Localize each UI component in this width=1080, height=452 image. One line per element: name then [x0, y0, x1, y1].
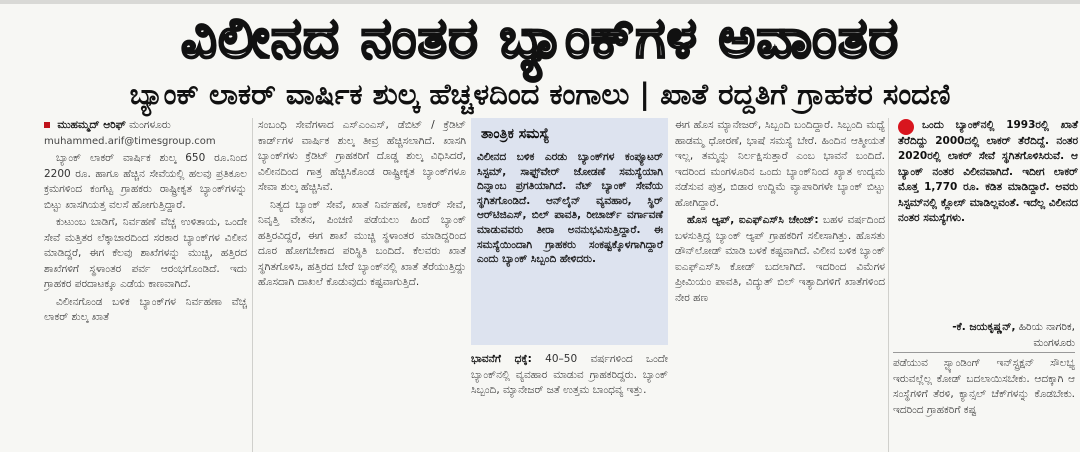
divider — [893, 352, 1075, 353]
subheadline: ಬ್ಯಾಂಕ್ ಲಾಕರ್ ವಾರ್ಷಿಕ ಶುಲ್ಕ ಹೆಚ್ಚಳದಿಂದ ಕಂಗಾಲು | ಖಾತೆ ರದ್ದತಿಗೆ ಗ್ರಾಹಕರ ಸಂದಣಿ — [129, 77, 951, 111]
quote-text: ಒಂದು ಬ್ಯಾಂಕ್‌ನಲ್ಲಿ 1993ರಲ್ಲಿ ಖಾತೆ ತೆರೆದಿದ್ದು 2000ದಲ್ಲಿ ಲಾಕರ್ ತೆರೆದಿದ್ದೆ. ನಂತರ 2020ರಲ್ಲಿ ಲಾಕರ್ ಸೇವೆ ಸ್ಥಗಿತಗೊಳಿಸಿರುವೆ. ಆ ಬ್ಯಾಂಕ್ ನಂತರ ವಿಲೀನವಾಗಿದೆ. ಇದೀಗ ಲಾಕರ್ ಮೊತ್ತ 1,770 ರೂ. ಕಡಿತ ಮಾಡಿದ್ದಾರೆ. ಅವರು ಸಿಸ್ಟಮ್‌ನಲ್ಲಿ ಕ್ಲೋಸ್ ಮಾಡಿಲ್ಲವಂತೆ. ಇದೆಲ್ಲ ವಿಲೀನದ ನಂತರ ಸಮಸ್ಯೆಗಳು. — [898, 119, 1078, 224]
paragraph: ವಿಲೀನಗೊಂಡ ಬಳಿಕ ಬ್ಯಾಂಕ್‌ಗಳ ನಿರ್ವಹಣಾ ವೆಚ್ಚ ಲಾಕರ್ ಶುಲ್ಕ ಖಾತೆ — [44, 295, 247, 323]
column-divider — [888, 118, 889, 452]
article-column-1 — [44, 118, 247, 452]
byline-author: ಮುಹಮ್ಮದ್ ಆರಿಫ್ — [57, 119, 126, 131]
paragraph: ಸಂಬಂಧಿ ಸೇವೆಗಳಾದ ಎಸ್‌ಎಂಎಸ್, ಡೆಬಿಟ್ / ಕ್ರೆಡಿಟ್ ಕಾರ್ಡ್‌ಗಳ ವಾರ್ಷಿಕ ಶುಲ್ಕ ತೀವ್ರ ಹೆಚ್ಚಿಸಲಾಗಿದೆ. ಖಾಸಗಿ ಬ್ಯಾಂಕ್‌ಗಳು ಕ್ರೆಡಿಟ್ ಗ್ರಾಹಕರಿಗೆ ದೊಡ್ಡ ಶುಲ್ಕ ವಿಧಿಸಿದರೆ, ವಿಲೀನದಿಂದ ಗಾತ್ರ ಹೆಚ್ಚಿಸಿಕೊಂಡ ರಾಷ್ಟ್ರೀಕೃತ ಬ್ಯಾಂಕ್‌ಗಳೂ ಸೇವಾ ಶುಲ್ಕ ಹೆಚ್ಚಿಸಿವೆ. — [258, 119, 466, 193]
byline-place: ಮಂಗಳೂರು — [129, 119, 171, 131]
sidebox-body: ವಿಲೀನದ ಬಳಿಕ ಎರಡು ಬ್ಯಾಂಕ್‌ಗಳ ಕಂಪ್ಯೂಟರ್ ಸಿಸ್ಟಮ್, ಸಾಫ್ಟ್‌ವೇರ್ ಜೋಡಣೆ ಸಮಸ್ಯೆಯಾಗಿ ದಿನ್ನಾಂಬ ಪ್ರಗತಿಯಾಗಿದೆ. ನೆಟ್ ಬ್ಯಾಂಕ್ ಸೇವೆಯ ಸ್ಥಗಿತಗೊಂಡಿದೆ. ಆನ್‌ಲೈನ್ ವ್ಯವಹಾರ, ಸ್ಥಿರ್ ಆರ್‌ಟಿಜಿಎಸ್, ಬಿಲ್ ಪಾವತಿ, ರೀಚಾರ್ಜ್ ವರ್ಗಾವಣೆ ಮಾಡುವವರು ತೀರಾ ಅನನುಭವಿಸುತ್ತಿದ್ದಾರೆ. ಈ ಸಮಸ್ಯೆಯಿಂದಾಗಿ ಗ್ರಾಹಕರು ಸಂಕಷ್ಟಕ್ಕೊಳಗಾಗಿದ್ದಾರೆ ಎಂದು ಬ್ಯಾಂಕ್ ಸಿಬ್ಬಂದಿ ಹೇಳಿದರು. — [477, 151, 663, 266]
byline-bullet-icon — [44, 122, 50, 128]
subheading: ಭಾವನೆಗೆ ಧಕ್ಕೆ: — [471, 353, 532, 365]
article-column-2 — [258, 118, 466, 452]
sidebox — [471, 118, 668, 345]
byline-email[interactable]: muhammed.arif@timesgroup.com — [44, 135, 216, 147]
paragraph: 40–50 ವರ್ಷಗಳಿಂದ ಒಂದೇ ಬ್ಯಾಂಕ್‌ನಲ್ಲಿ ವ್ಯವಹಾರ ಮಾಡುವ ಗ್ರಾಹಕರಿದ್ದರು. ಬ್ಯಾಂಕ್ ಸಿಬ್ಬಂದಿ, ಮ್ಯಾನೇಜರ್ ಜತೆ ಉತ್ತಮ ಬಾಂಧವ್ಯ ಇತ್ತು. — [471, 353, 668, 396]
subheading: ಹೊಸ ಆ್ಯಪ್, ಐಎಫ್‌ಎಸ್‌ಸಿ ಚೇಂಜ್: — [687, 214, 819, 226]
article-column-3-bottom — [471, 352, 668, 399]
paragraph: ಕುಟುಂಬ ಬಾಡಿಗೆ, ನಿರ್ವಹಣೆ ವೆಚ್ಚ ಉಳಿತಾಯ, ಒಂದೇ ಸೇವೆ ಮತ್ತಿತರ ಲೆಕ್ಕಾಚಾರದಿಂದ ಸರಕಾರ ಬ್ಯಾಂಕ್‌ಗಳ ವಿಲೀನ ಮಾಡಿದ್ದರೆ, ಈಗ ಕೆಲವು ಶಾಖೆಗಳನ್ನು ಮುಚ್ಚಿ, ಹತ್ತಿರದ ಶಾಖೆಗಳಿಗೆ ಸ್ಥಳಾಂತರ ಪರ್ವ ಆರಂಭಗೊಂಡಿದೆ. ಇದು ಗ್ರಾಹಕರ ಪರದಾಟಕ್ಕೂ ಎಡೆಯ ಕಾಣವಾಗಿದೆ. — [44, 216, 247, 290]
sidebox-title: ತಾಂತ್ರಿಕ ಸಮಸ್ಯೆ — [481, 126, 550, 142]
top-border — [0, 0, 1080, 4]
quote-author-role: ಹಿರಿಯ ನಾಗರಿಕ, ಮಂಗಳೂರು — [1018, 321, 1075, 349]
article-column-4 — [675, 118, 885, 452]
paragraph: ಈಗ ಹೊಸ ಮ್ಯಾನೇಜರ್, ಸಿಬ್ಬಂದಿ ಬಂದಿದ್ದಾರೆ. ಸಿಬ್ಬಂದಿ ಮಧ್ಯೆ ಹಾಡಮ್ಮ ಧೋರಣೆ, ಭಾಷೆ ಸಮಸ್ಯೆ ಬೇರೆ. ಹಿಂದಿನ ಆತ್ಮೀಯತೆ ಇಲ್ಲ, ತಮ್ಮನ್ನು ನಿರ್ಲಕ್ಷಿಸುತ್ತಾರೆ ಎಂಬ ಭಾವನೆ ಬಂದಿದೆ. ಇದರಿಂದ ಮಂಗಳೂರಿನ ಒಂದು ಬ್ಯಾಂಕ್‌ನಿಂದ ಖ್ಯಾತ ಉದ್ಯಮ ನಡೆಸುವ ಪುತ್ರ, ಬಿಡಾರ ಉದ್ದಿಮೆ ವ್ಯಾಪಾರಿಗಳೇ ಬ್ಯಾಂಕ್ ಬಿಟ್ಟು ಹೋಗಿದ್ದಾರೆ. — [675, 119, 885, 209]
paragraph: ನಿತ್ಯದ ಬ್ಯಾಂಕ್ ಸೇವೆ, ಖಾತೆ ನಿರ್ವಹಣೆ, ಲಾಕರ್ ಸೇವೆ, ನಿವೃತ್ತಿ ವೇತನ, ಪಿಂಚಣಿ ಪಡೆಯಲು ಹಿಂದೆ ಬ್ಯಾಂಕ್ ಹತ್ತಿರವಿದ್ದರೆ, ಈಗ ಶಾಖೆ ಮುಚ್ಚಿ ಸ್ಥಳಾಂತರ ಮಾಡಿದ್ದರಿಂದ ದೂರ ಹೋಗಬೇಕಾದ ಪರಿಸ್ಥಿತಿ ಬಂದಿದೆ. ಕೆಲವರು ಖಾತೆ ಸ್ಥಗಿತಗೊಳಿಸಿ, ಹತ್ತಿರದ ಬೇರೆ ಬ್ಯಾಂಕ್‌ನಲ್ಲಿ ಖಾತೆ ತೆರೆಯುತ್ತಿದ್ದು ಹೊಸದಾಗಿ ದಾಖಲೆ ಕೊಡುವುದು ಕಷ್ಟವಾಗುತ್ತಿದೆ. — [258, 198, 466, 288]
quote-author: -ಕೆ. ಜಯಕೃಷ್ಣನ್, — [952, 321, 1016, 333]
headline: ವಿಲೀನದ ನಂತರ ಬ್ಯಾಂಕ್‌ಗಳ ಅವಾಂತರ — [180, 5, 900, 71]
paragraph: ಬಹಳ ವರ್ಷದಿಂದ ಬಳಸುತ್ತಿದ್ದ ಬ್ಯಾಂಕ್ ಆ್ಯಪ್ ಗ್ರಾಹಕರಿಗೆ ಸಲೀಸಾಗಿತ್ತು. ಹೊಸತು ಡೌನ್‌ಲೋಡ್ ಮಾಡಿ ಬಳಕೆ ಕಷ್ಟವಾಗಿದೆ. ವಿಲೀನ ಬಳಿಕ ಬ್ಯಾಂಕ್ ಐಎಫ್‌ಎಸ್‌ಸಿ ಕೋಡ್ ಬದಲಾಗಿದೆ. ಇದರಿಂದ ವಿಮೆಗಳ ಪ್ರೀಮಿಯಂ ಪಾವತಿ, ವಿದ್ಯುತ್ ಬಿಲ್ ಇತ್ಯಾದಿಗಳಿಗೆ ಖಾತೆಗಳಿಂದ ನೇರ ಹಣ — [675, 214, 885, 304]
column-divider — [252, 118, 253, 452]
article-column-5-bottom: ಪಡೆಯುವ ಸ್ಟ್ಯಾಂಡಿಂಗ್ ಇನ್‌ಸ್ಟ್ರಕ್ಷನ್ ಸೌಲಭ್ಯ ಇರುವಲ್ಲೆಲ್ಲ ಕೋಡ್ ಬದಲಾಯಿಸಬೇಕು. ಆದಕ್ಕಾಗಿ ಆ ಸಂಸ್ಥೆಗಳಿಗೆ ತೆರಳಿ, ಕ್ಯಾನ್ಸಲ್ ಚೆಕ್‌ಗಳನ್ನು ಕೊಡಬೇಕು. ಇದರಿಂದ ಗ್ರಾಹಕರಿಗೆ ಕಷ್ಟ — [893, 357, 1075, 416]
quote-signature — [930, 320, 1075, 351]
paragraph: ಬ್ಯಾಂಕ್ ಲಾಕರ್ ವಾರ್ಷಿಕ ಶುಲ್ಕ 650 ರೂ.ನಿಂದ 2200 ರೂ. ಹಾಗೂ ಹೆಚ್ಚಿನ ಸೇವೆಯಲ್ಲಿ ಹಲವು ಪ್ರತಿಕೂಲ ಕ್ರಮಗಳಿಂದ ಕಂಗೆಟ್ಟ ಗ್ರಾಹಕರು ರಾಷ್ಟ್ರೀಕೃತ ಬ್ಯಾಂಕ್‌ಗಳನ್ನು ಬಿಟ್ಟು ಖಾಸಗಿಯತ್ತ ವಲಸೆ ಹೋಗುತ್ತಿದ್ದಾರೆ. — [44, 152, 247, 211]
